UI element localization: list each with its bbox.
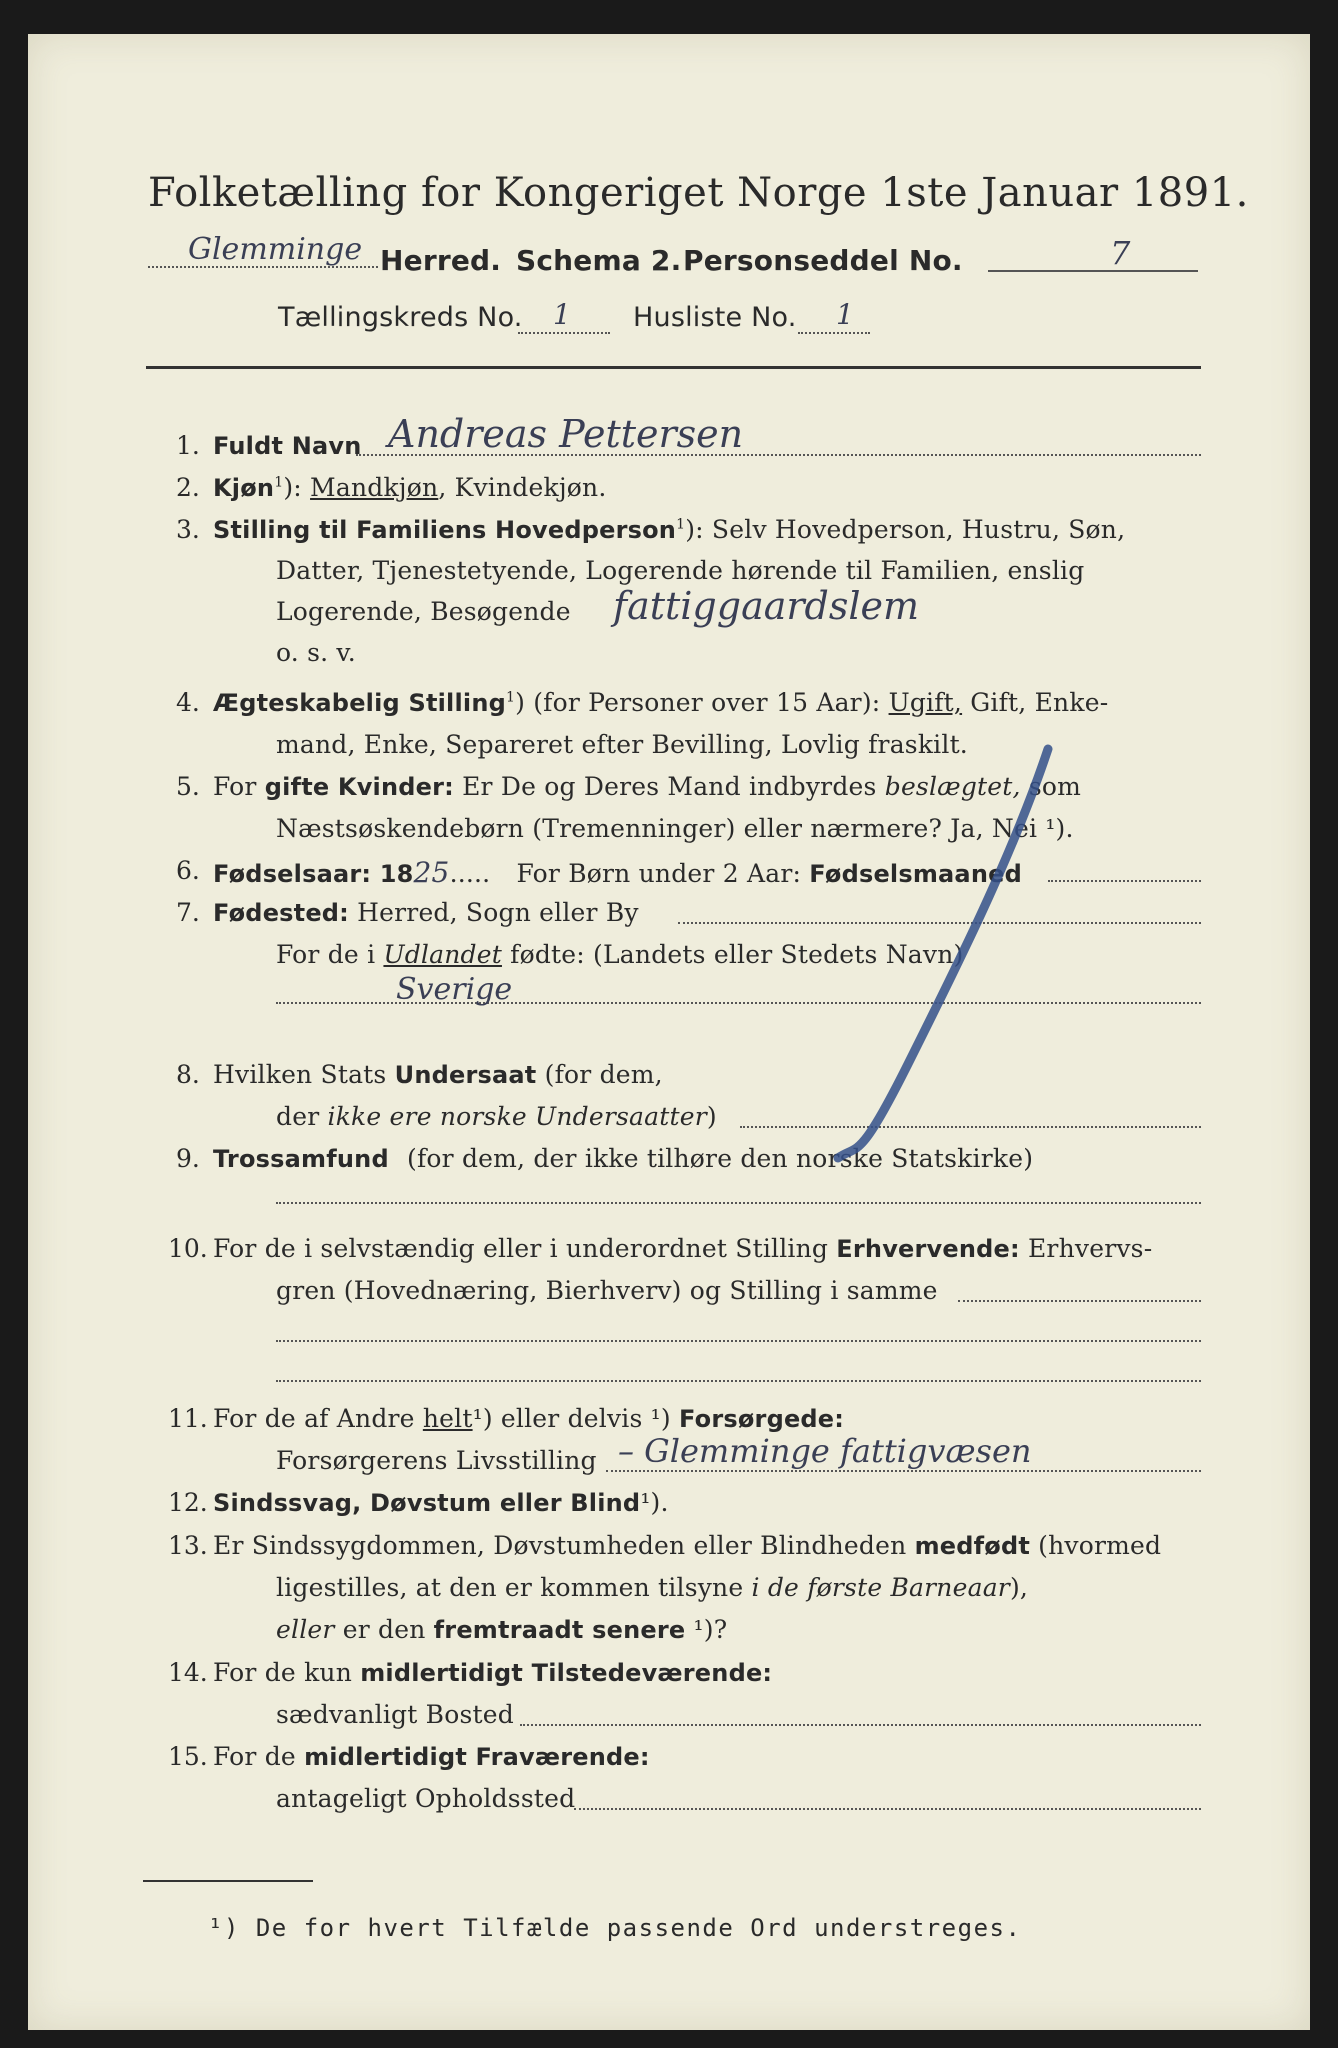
- q13-bold: medfødt: [914, 1532, 1031, 1560]
- q10-number: 10.: [168, 1234, 208, 1263]
- header-divider: [146, 366, 1201, 369]
- q3-row1: Stilling til Familiens Hovedperson$^1$): Selv Hovedperson, Hustru, Søn,: [213, 515, 1126, 544]
- q11-row1: [213, 1404, 844, 1433]
- q13-row2: [276, 1573, 1028, 1602]
- q6-answer: 25: [413, 856, 450, 889]
- q7-line2-rest: fødte: (Landets eller Stedets Navn): [510, 940, 964, 969]
- q12-row1: [213, 1488, 669, 1517]
- q8-row2: [276, 1102, 717, 1131]
- q10-row1: [213, 1234, 1152, 1263]
- q4-row1: Ægteskabelig Stilling$^1$) (for Personer over 15 Aar): Ugift, Gift, Enke-: [213, 688, 1109, 717]
- q1-label: Fuldt Navn: [213, 432, 362, 460]
- q15-line2: antageligt Opholdssted: [276, 1784, 576, 1813]
- kreds-value: 1: [553, 298, 571, 331]
- q9-number: 9.: [176, 1144, 200, 1173]
- q7-answer: Sverige: [396, 972, 513, 1007]
- q8-label-pre: Hvilken Stats: [213, 1060, 387, 1089]
- pen-stroke: [28, 34, 1310, 2030]
- q8-row1: [213, 1060, 663, 1089]
- q4-line1-end: Gift, Enke-: [970, 688, 1109, 717]
- q7-row2: [276, 940, 963, 969]
- q13-line3-italic: eller: [276, 1615, 335, 1644]
- q5-line2: Næstsøskendebørn (Tremenninger) eller nærmere? Ja, Nei ¹).: [276, 814, 1074, 843]
- q11-bold: Forsørgede:: [679, 1405, 845, 1433]
- q4-label: Ægteskabelig Stilling: [213, 689, 506, 717]
- q7-label: Fødested:: [213, 899, 349, 927]
- q6-number: 6.: [176, 856, 200, 885]
- footnote: ¹) De for hvert Tilfælde passende Ord understreges.: [208, 1914, 1022, 1942]
- q8-line2-pre: der: [276, 1102, 320, 1131]
- q14-line1-pre: For de kun: [213, 1658, 353, 1687]
- personseddel-line: [988, 270, 1198, 272]
- kreds-line: [518, 332, 610, 334]
- q7-row1: [213, 898, 639, 927]
- q3-answer: fattiggaardslem: [613, 584, 920, 628]
- personseddel-label: Personseddel No.: [683, 244, 963, 277]
- q4-line1: (for Personer over 15 Aar):: [533, 688, 881, 717]
- q14-line2: sædvanligt Bosted: [276, 1700, 514, 1729]
- q2-sup: 1: [274, 474, 284, 491]
- herred-label: Herred.: [380, 244, 502, 277]
- q10-line1-end: Erhvervs-: [1027, 1234, 1153, 1263]
- q2-option-female: Kvindekjøn.: [454, 473, 607, 502]
- q1-answer: Andreas Pettersen: [388, 412, 744, 456]
- q13-number: 13.: [168, 1531, 208, 1560]
- q4-sup: 1: [506, 689, 516, 706]
- q4-option-ugift: Ugift,: [888, 688, 963, 717]
- q13-row1: [213, 1531, 1161, 1560]
- q14-bold: midlertidigt Tilstedeværende:: [360, 1659, 773, 1687]
- q15-line: [574, 1808, 1201, 1810]
- q8-line: [740, 1126, 1201, 1128]
- q10-line1: For de i selvstændig eller i underordnet Stilling: [213, 1234, 829, 1263]
- census-form: [28, 34, 1310, 2030]
- q3-line2: Datter, Tjenestetyende, Logerende hørende til Familien, enslig: [276, 556, 1085, 585]
- q4-line2: mand, Enke, Separeret efter Bevilling, Lovlig fraskilt.: [276, 730, 968, 759]
- q9-row1: [213, 1144, 1033, 1173]
- q5-line1-end: som: [1028, 772, 1082, 801]
- q10-fill3: [276, 1380, 1201, 1382]
- herred-value: Glemminge: [188, 232, 363, 267]
- q11-line1-pre: For de af Andre: [213, 1404, 415, 1433]
- q15-row1: [213, 1742, 650, 1771]
- q13-row3: [276, 1615, 727, 1644]
- q10-bold: Erhvervende:: [836, 1235, 1020, 1263]
- q11-line1-mid: ¹) eller delvis ¹): [472, 1404, 671, 1433]
- q1-number: 1.: [176, 431, 200, 460]
- q7-line1: [678, 922, 1201, 924]
- husliste-label: Husliste No.: [633, 302, 797, 333]
- q7-line2-pre: For de i: [276, 940, 376, 969]
- q11-number: 11.: [168, 1404, 208, 1433]
- q10-fill1: [958, 1300, 1201, 1302]
- q10-fill2: [276, 1340, 1201, 1342]
- q11-answer: – Glemminge fattigvæsen: [618, 1432, 1032, 1470]
- q15-number: 15.: [168, 1742, 208, 1771]
- q11-line: [606, 1470, 1201, 1472]
- q6-row1: Fødselsaar: 1825..... For Børn under 2 Aar: Fødselsmaaned: [213, 856, 1022, 889]
- q13-line2-italic: i de første Barneaar: [751, 1573, 1010, 1602]
- q3-label: Stilling til Familiens Hovedperson: [213, 516, 677, 544]
- q8-rest: (for dem,: [544, 1060, 663, 1089]
- q8-line2-end: ): [706, 1102, 717, 1131]
- q15-line1-pre: For de: [213, 1742, 296, 1771]
- q10-line2: gren (Hovednæring, Bierhverv) og Stilling i samme: [276, 1276, 938, 1305]
- q5-row1: [213, 772, 1081, 801]
- q13-line1-end: (hvormed: [1038, 1531, 1162, 1560]
- q8-label: Undersaat: [394, 1061, 537, 1089]
- q5-number: 5.: [176, 772, 200, 801]
- q11-helt: helt: [422, 1404, 473, 1433]
- q13-line1: Er Sindssygdommen, Døvstumheden eller Blindheden: [213, 1531, 907, 1560]
- q9-rest: (for dem, der ikke tilhøre den norske Statskirke): [406, 1144, 1034, 1173]
- q14-line: [520, 1724, 1201, 1726]
- q12-label: Sindssvag, Døvstum eller Blind: [213, 1489, 641, 1517]
- q14-number: 14.: [168, 1658, 208, 1687]
- q5-line1: Er De og Deres Mand indbyrdes: [462, 772, 877, 801]
- q6-line: [1048, 880, 1201, 882]
- q13-line3-end: ¹)?: [693, 1615, 728, 1644]
- form-title: Folketælling for Kongeriget Norge 1ste Januar 1891.: [148, 170, 1249, 216]
- q6-bold: Fødselsmaaned: [809, 860, 1022, 888]
- q15-bold: midlertidigt Fraværende:: [304, 1743, 650, 1771]
- q13-line3-mid: er den: [342, 1615, 426, 1644]
- q14-row1: [213, 1658, 772, 1687]
- q7-rest: Herred, Sogn eller By: [357, 898, 639, 927]
- q9-line: [276, 1202, 1201, 1204]
- q2-option-male: Mandkjøn: [310, 473, 439, 502]
- q2-label: Kjøn: [213, 474, 275, 502]
- q5-label: gifte Kvinder:: [264, 773, 454, 801]
- q5-label-pre: For: [213, 772, 257, 801]
- q4-number: 4.: [176, 688, 200, 717]
- q3-sup: 1: [676, 516, 686, 533]
- q13-line2-end: ),: [1009, 1573, 1029, 1602]
- kreds-label: Tællingskreds No.: [278, 302, 523, 333]
- q7-number: 7.: [176, 898, 200, 927]
- q3-number: 3.: [176, 515, 200, 544]
- husliste-line: [798, 332, 870, 334]
- q5-italic: beslægtet,: [884, 772, 1021, 801]
- q13-line3-bold: fremtraadt senere: [433, 1616, 686, 1644]
- q3-line3: Logerende, Besøgende: [276, 597, 571, 626]
- q11-line2: Forsørgerens Livsstilling: [276, 1446, 597, 1475]
- q7-line2-italic: Udlandet: [383, 940, 502, 969]
- q6-rest: For Børn under 2 Aar:: [516, 859, 802, 888]
- footnote-rule: [143, 1880, 313, 1882]
- q12-end: ¹).: [640, 1488, 669, 1517]
- husliste-value: 1: [836, 298, 854, 331]
- personseddel-value: 7: [1110, 234, 1131, 272]
- q8-number: 8.: [176, 1060, 200, 1089]
- q9-label: Trossamfund: [213, 1145, 389, 1173]
- q3-line4: o. s. v.: [276, 638, 356, 667]
- q6-label: Fødselsaar: 18: [213, 860, 414, 888]
- q3-line1: Selv Hovedperson, Hustru, Søn,: [711, 515, 1126, 544]
- schema-label: Schema 2.: [516, 244, 682, 277]
- q8-line2-italic: ikke ere norske Undersaatter: [327, 1102, 707, 1131]
- q13-line2-pre: ligestilles, at den er kommen tilsyne: [276, 1573, 744, 1602]
- q2-line: Kjøn$^1$): Mandkjøn, Kvindekjøn.: [213, 473, 607, 502]
- q12-number: 12.: [168, 1488, 208, 1517]
- q2-number: 2.: [176, 473, 200, 502]
